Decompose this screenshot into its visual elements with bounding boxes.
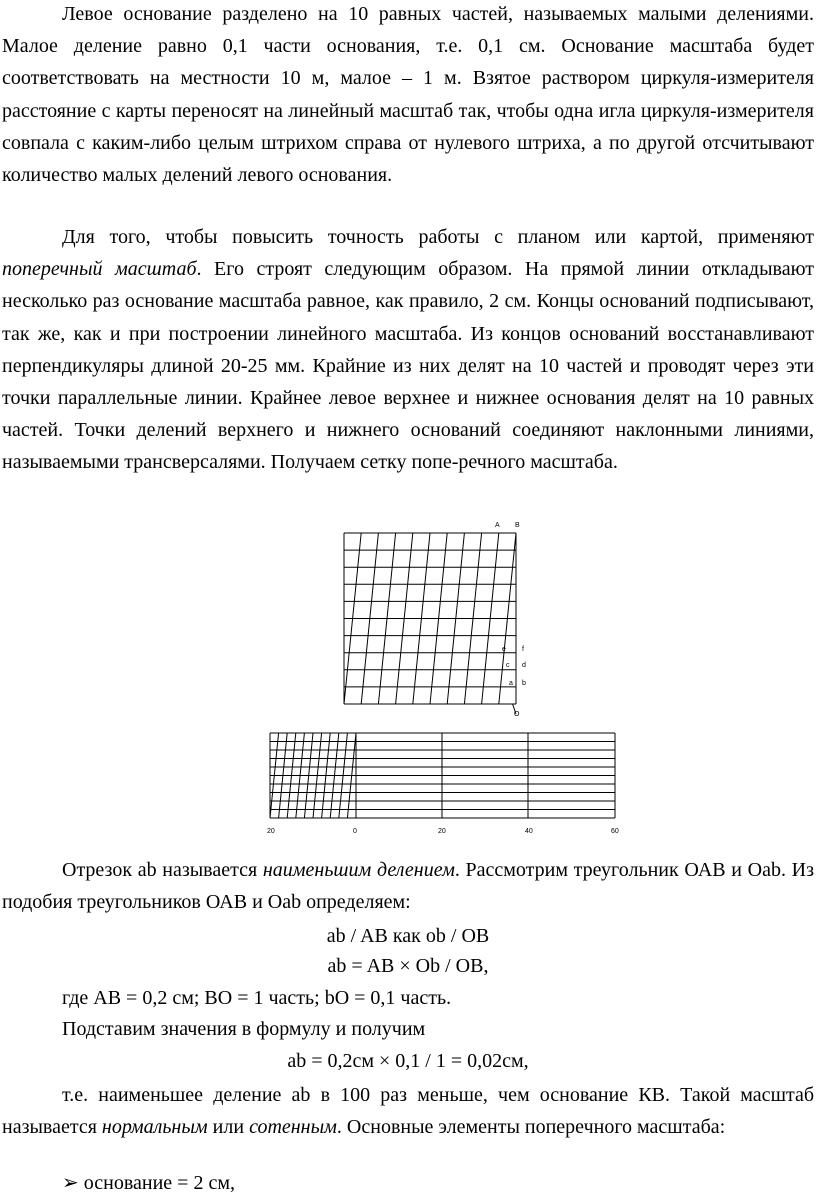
label-a: a	[509, 680, 513, 687]
paragraph-least-division	[2, 854, 814, 918]
term-transverse-scale: поперечный масштаб	[2, 258, 197, 281]
label-d: d	[522, 662, 526, 669]
formula-ab: ab = AB × Ob / OB,	[327, 955, 489, 977]
where-line: где AB = 0,2 см; BO = 1 часть; bO = 0,1 часть.	[62, 987, 452, 1009]
term-least-division: наименьшим делением	[262, 859, 455, 881]
bullet-text: основание = 2 см,	[83, 1172, 235, 1194]
text-run: т.е. наименьшее деление ab в 100 раз меньше, чем основание КВ. Такой масштаб называется	[2, 1084, 814, 1139]
scale-label-60: 60	[611, 828, 619, 835]
label-b-top: B	[515, 522, 520, 529]
scale-label-0: 0	[353, 828, 357, 835]
paragraph-normal-scale	[2, 1079, 814, 1143]
paragraph-linear-scale: Левое основание разделено на 10 равных частей, называемых малыми делениями. Малое деление равно 0,1 части основания, т.е. 0,1 см. Основание масштаба будет соответствовать на местности 10 м, малое – 1 м. Взятое раствором циркуля-измерителя расстояние с карты переносят на линейный масштаб так, чтобы одна игла циркуля-измерителя совпала с каким-либо целым штрихом справа от нулевого штриха, а по другой отсчитывают количество малых делений левого основания.	[2, 3, 814, 187]
text-run: . Рассмотрим треугольник ОАВ и Оab. Из подобия треугольников ОАВ и Оab определяем:	[2, 859, 814, 914]
scale-label-40: 40	[525, 828, 533, 835]
enlarged-grid	[344, 533, 516, 714]
label-c: c	[506, 662, 510, 669]
arrow-bullet-icon: ➢	[62, 1172, 79, 1194]
scale-label-left-20: 20	[267, 828, 275, 835]
formula-result: ab = 0,2см × 0,1 / 1 = 0,02см,	[287, 1050, 529, 1072]
label-f: f	[522, 646, 524, 653]
transverse-scale-figure	[260, 516, 640, 838]
label-a-top: A	[495, 522, 500, 529]
text-run: или	[207, 1116, 250, 1139]
paragraph-transverse-scale	[2, 221, 814, 479]
text-run: Отрезок ab называется	[62, 859, 263, 881]
text-run: Для того, чтобы повысить точность работы с планом или картой, применяют	[62, 226, 814, 248]
text-run: . Основные элементы поперечного масштаба:	[336, 1116, 726, 1139]
label-o: O	[514, 711, 520, 718]
term-normal: нормальным	[101, 1116, 208, 1139]
substitute-line: Подставим значения в формулу и получим	[62, 1018, 426, 1040]
text-run: . Его строят следующим образом. На прямой линии откладывают несколько раз основание масштаба равное, как правило, 2 см. Концы оснований подписывают, так же, как и при построении линейного масштаба. Из концов оснований восстанавливают перпендикуляры длиной 20-25 мм. Крайние из них делят на 10 частей и проводят через эти точки параллельные линии. Крайнее левое верхнее и нижнее основания делят на 10 равных частей. Точки делений верхнего и нижнего оснований соединяют наклонными линиями, называемыми трансверсалями. Получаем сетку попе-речного масштаба.	[2, 258, 814, 474]
term-centesimal: сотенным	[249, 1116, 337, 1139]
bullet-item-base	[62, 1168, 235, 1198]
scale-grid	[270, 733, 615, 818]
scale-label-20: 20	[438, 828, 446, 835]
label-b: b	[522, 680, 526, 687]
formula-proportion: ab / AB как ob / OB	[326, 925, 490, 947]
label-e: e	[502, 646, 506, 653]
